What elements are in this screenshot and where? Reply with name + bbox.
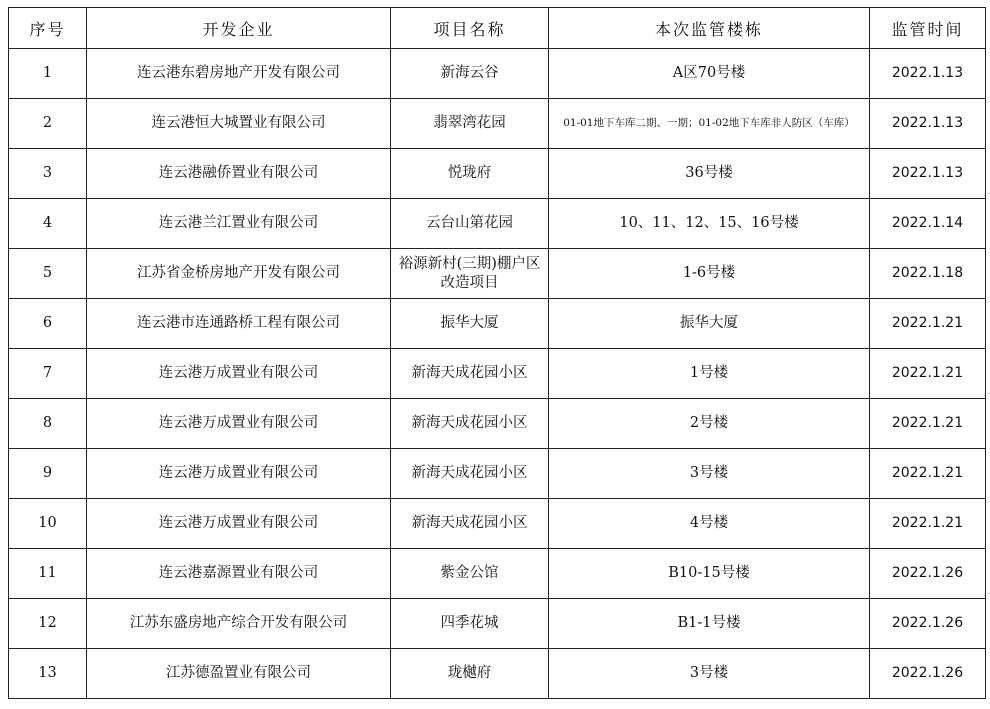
cell-developer: 连云港融侨置业有限公司 <box>87 149 391 199</box>
cell-project: 新海天成花园小区 <box>391 399 549 449</box>
header-date: 监管时间 <box>870 8 986 49</box>
header-index: 序号 <box>9 8 87 49</box>
cell-developer: 连云港万成置业有限公司 <box>87 399 391 449</box>
table-row <box>9 249 986 299</box>
cell-developer: 连云港万成置业有限公司 <box>87 349 391 399</box>
cell-developer: 连云港嘉源置业有限公司 <box>87 549 391 599</box>
cell-buildings: 2号楼 <box>549 399 870 449</box>
cell-buildings: 4号楼 <box>549 499 870 549</box>
cell-index: 13 <box>9 649 87 699</box>
cell-buildings: B1-1号楼 <box>549 599 870 649</box>
cell-date: 2022.1.14 <box>870 199 986 249</box>
table-row <box>9 149 986 199</box>
cell-buildings: 3号楼 <box>549 649 870 699</box>
cell-index: 11 <box>9 549 87 599</box>
cell-developer: 连云港市连通路桥工程有限公司 <box>87 299 391 349</box>
table-row <box>9 499 986 549</box>
cell-buildings: 01-01地下车库二期、一期；01-02地下车库非人防区（车库） <box>549 99 870 149</box>
cell-date: 2022.1.21 <box>870 399 986 449</box>
cell-project: 裕源新村(三期)棚户区改造项目 <box>391 249 549 299</box>
cell-developer: 连云港万成置业有限公司 <box>87 499 391 549</box>
cell-buildings: 10、11、12、15、16号楼 <box>549 199 870 249</box>
table-row <box>9 99 986 149</box>
table-row <box>9 599 986 649</box>
table-row <box>9 349 986 399</box>
cell-buildings: 36号楼 <box>549 149 870 199</box>
table-row <box>9 199 986 249</box>
cell-buildings: 1号楼 <box>549 349 870 399</box>
cell-developer: 连云港万成置业有限公司 <box>87 449 391 499</box>
cell-project: 新海云谷 <box>391 49 549 99</box>
cell-developer: 江苏东盛房地产综合开发有限公司 <box>87 599 391 649</box>
header-buildings: 本次监管楼栋 <box>549 8 870 49</box>
cell-date: 2022.1.26 <box>870 549 986 599</box>
cell-buildings: 1-6号楼 <box>549 249 870 299</box>
supervision-table-container <box>8 7 986 699</box>
cell-developer: 连云港兰江置业有限公司 <box>87 199 391 249</box>
cell-project: 珑樾府 <box>391 649 549 699</box>
cell-date: 2022.1.21 <box>870 299 986 349</box>
cell-project: 新海天成花园小区 <box>391 499 549 549</box>
cell-project: 翡翠湾花园 <box>391 99 549 149</box>
table-body <box>9 49 986 699</box>
cell-index: 8 <box>9 399 87 449</box>
cell-index: 1 <box>9 49 87 99</box>
cell-project: 云台山第花园 <box>391 199 549 249</box>
cell-date: 2022.1.21 <box>870 349 986 399</box>
cell-index: 12 <box>9 599 87 649</box>
cell-project: 新海天成花园小区 <box>391 449 549 499</box>
cell-index: 5 <box>9 249 87 299</box>
cell-project: 悦珑府 <box>391 149 549 199</box>
table-row <box>9 649 986 699</box>
cell-buildings: 3号楼 <box>549 449 870 499</box>
cell-developer: 连云港东碧房地产开发有限公司 <box>87 49 391 99</box>
cell-date: 2022.1.13 <box>870 49 986 99</box>
cell-developer: 江苏省金桥房地产开发有限公司 <box>87 249 391 299</box>
cell-index: 3 <box>9 149 87 199</box>
table-row <box>9 399 986 449</box>
supervision-table <box>8 7 986 699</box>
cell-project: 新海天成花园小区 <box>391 349 549 399</box>
cell-date: 2022.1.13 <box>870 149 986 199</box>
cell-index: 10 <box>9 499 87 549</box>
table-row <box>9 549 986 599</box>
header-project: 项目名称 <box>391 8 549 49</box>
cell-project: 四季花城 <box>391 599 549 649</box>
cell-index: 6 <box>9 299 87 349</box>
header-developer: 开发企业 <box>87 8 391 49</box>
cell-project: 紫金公馆 <box>391 549 549 599</box>
cell-date: 2022.1.18 <box>870 249 986 299</box>
cell-index: 4 <box>9 199 87 249</box>
cell-date: 2022.1.26 <box>870 649 986 699</box>
cell-developer: 连云港恒大城置业有限公司 <box>87 99 391 149</box>
cell-index: 7 <box>9 349 87 399</box>
cell-date: 2022.1.26 <box>870 599 986 649</box>
cell-index: 2 <box>9 99 87 149</box>
cell-buildings: A区70号楼 <box>549 49 870 99</box>
table-header-row <box>9 8 986 49</box>
cell-developer: 江苏德盈置业有限公司 <box>87 649 391 699</box>
table-row <box>9 49 986 99</box>
cell-date: 2022.1.21 <box>870 499 986 549</box>
cell-date: 2022.1.21 <box>870 449 986 499</box>
cell-project: 振华大厦 <box>391 299 549 349</box>
cell-date: 2022.1.13 <box>870 99 986 149</box>
cell-buildings: 振华大厦 <box>549 299 870 349</box>
cell-index: 9 <box>9 449 87 499</box>
table-row <box>9 449 986 499</box>
table-row <box>9 299 986 349</box>
cell-buildings: B10-15号楼 <box>549 549 870 599</box>
